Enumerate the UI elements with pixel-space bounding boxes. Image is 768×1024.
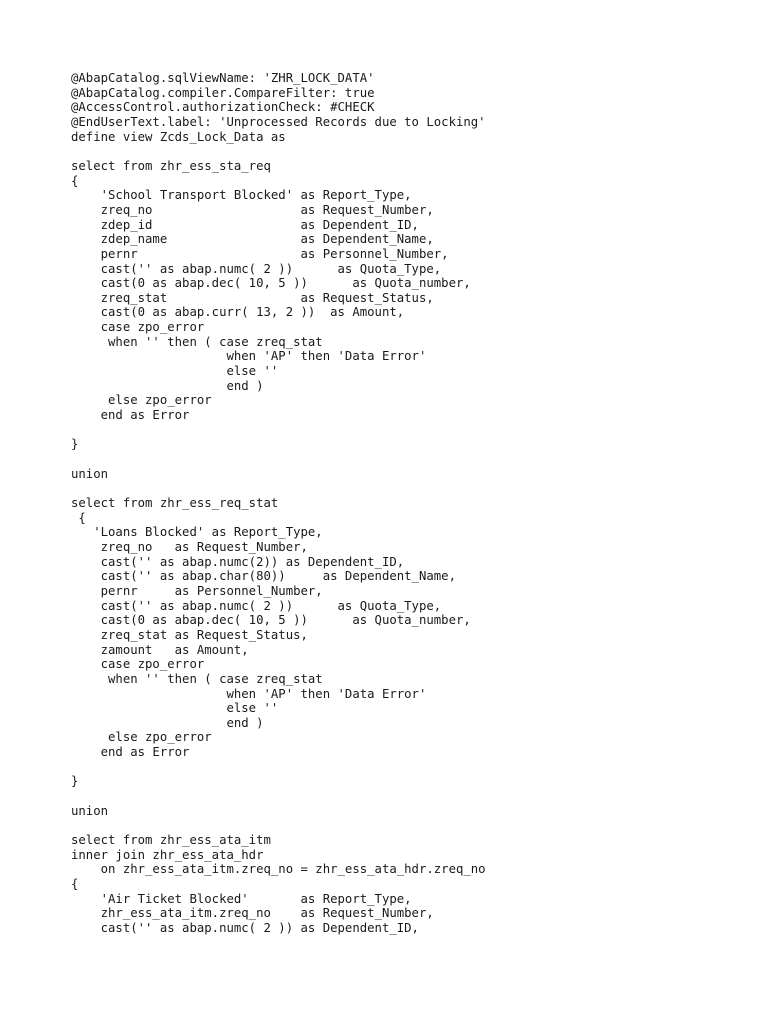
code-line: @AbapCatalog.sqlViewName: 'ZHR_LOCK_DATA'	[71, 71, 375, 85]
code-line: end )	[71, 715, 264, 730]
code-line: zreq_no as Request_Number,	[71, 539, 308, 554]
code-line	[71, 144, 486, 159]
code-line: zamount as Amount,	[71, 642, 249, 657]
code-line: else ''	[71, 364, 279, 379]
code-line: union	[71, 466, 109, 481]
code-line: define view Zcds_Lock_Data as	[71, 129, 286, 144]
code-line: when 'AP' then 'Data Error'	[71, 349, 427, 364]
code-line: cast(0 as abap.dec( 10, 5 )) as Quota_number,	[71, 613, 471, 628]
code-line: 'Loans Blocked' as Report_Type,	[71, 525, 323, 540]
code-line: union	[71, 803, 109, 818]
code-line: else ''	[71, 701, 279, 716]
code-line: @AccessControl.authorizationCheck: #CHECK	[71, 100, 375, 115]
code-line: cast('' as abap.numc( 2 )) as Quota_Type,	[71, 598, 442, 613]
code-line	[71, 423, 486, 438]
code-line: case zpo_error	[71, 657, 205, 672]
code-line: zdep_name as Dependent_Name,	[71, 232, 434, 247]
code-line: when 'AP' then 'Data Error'	[71, 686, 427, 701]
code-line: zhr_ess_ata_itm.zreq_no as Request_Number,	[71, 906, 434, 921]
code-line: cast(0 as abap.curr( 13, 2 )) as Amount,	[71, 305, 405, 320]
code-line: @EndUserText.label: 'Unprocessed Records due to Locking'	[71, 114, 486, 129]
code-line: @AbapCatalog.compiler.CompareFilter: true	[71, 85, 375, 100]
code-line: select from zhr_ess_req_stat	[71, 495, 279, 510]
code-line	[71, 818, 486, 833]
code-line: case zpo_error	[71, 320, 205, 335]
code-line: else zpo_error	[71, 393, 212, 408]
code-line: select from zhr_ess_ata_itm	[71, 833, 271, 848]
code-line: on zhr_ess_ata_itm.zreq_no = zhr_ess_ata_hdr.zreq_no	[71, 862, 486, 877]
code-line: {	[71, 876, 79, 891]
code-line: zreq_stat as Request_Status,	[71, 627, 308, 642]
code-line: select from zhr_ess_sta_req	[71, 158, 271, 173]
code-line: 'Air Ticket Blocked' as Report_Type,	[71, 891, 412, 906]
code-line: cast('' as abap.char(80)) as Dependent_Name,	[71, 569, 456, 584]
code-line: 'School Transport Blocked' as Report_Type,	[71, 188, 412, 203]
code-line: }	[71, 774, 79, 789]
code-line: }	[71, 437, 79, 452]
code-line	[71, 452, 486, 467]
code-listing	[71, 71, 486, 936]
code-line: {	[71, 173, 79, 188]
code-line: zdep_id as Dependent_ID,	[71, 217, 419, 232]
code-line: cast(0 as abap.dec( 10, 5 )) as Quota_number,	[71, 276, 471, 291]
code-line	[71, 789, 486, 804]
code-line: inner join zhr_ess_ata_hdr	[71, 847, 264, 862]
code-line: when '' then ( case zreq_stat	[71, 671, 323, 686]
code-line: when '' then ( case zreq_stat	[71, 334, 323, 349]
code-line	[71, 760, 486, 775]
code-line: cast('' as abap.numc( 2 )) as Dependent_ID,	[71, 920, 419, 935]
code-line: end )	[71, 378, 264, 393]
code-line: end as Error	[71, 408, 190, 423]
code-line: cast('' as abap.numc( 2 )) as Quota_Type,	[71, 261, 442, 276]
code-line: else zpo_error	[71, 730, 212, 745]
code-line: pernr as Personnel_Number,	[71, 246, 449, 261]
code-line: end as Error	[71, 745, 190, 760]
code-line: zreq_stat as Request_Status,	[71, 290, 434, 305]
code-line: {	[71, 510, 86, 525]
code-line: cast('' as abap.numc(2)) as Dependent_ID,	[71, 554, 405, 569]
code-line: zreq_no as Request_Number,	[71, 202, 434, 217]
code-line	[71, 481, 486, 496]
code-line: pernr as Personnel_Number,	[71, 583, 323, 598]
